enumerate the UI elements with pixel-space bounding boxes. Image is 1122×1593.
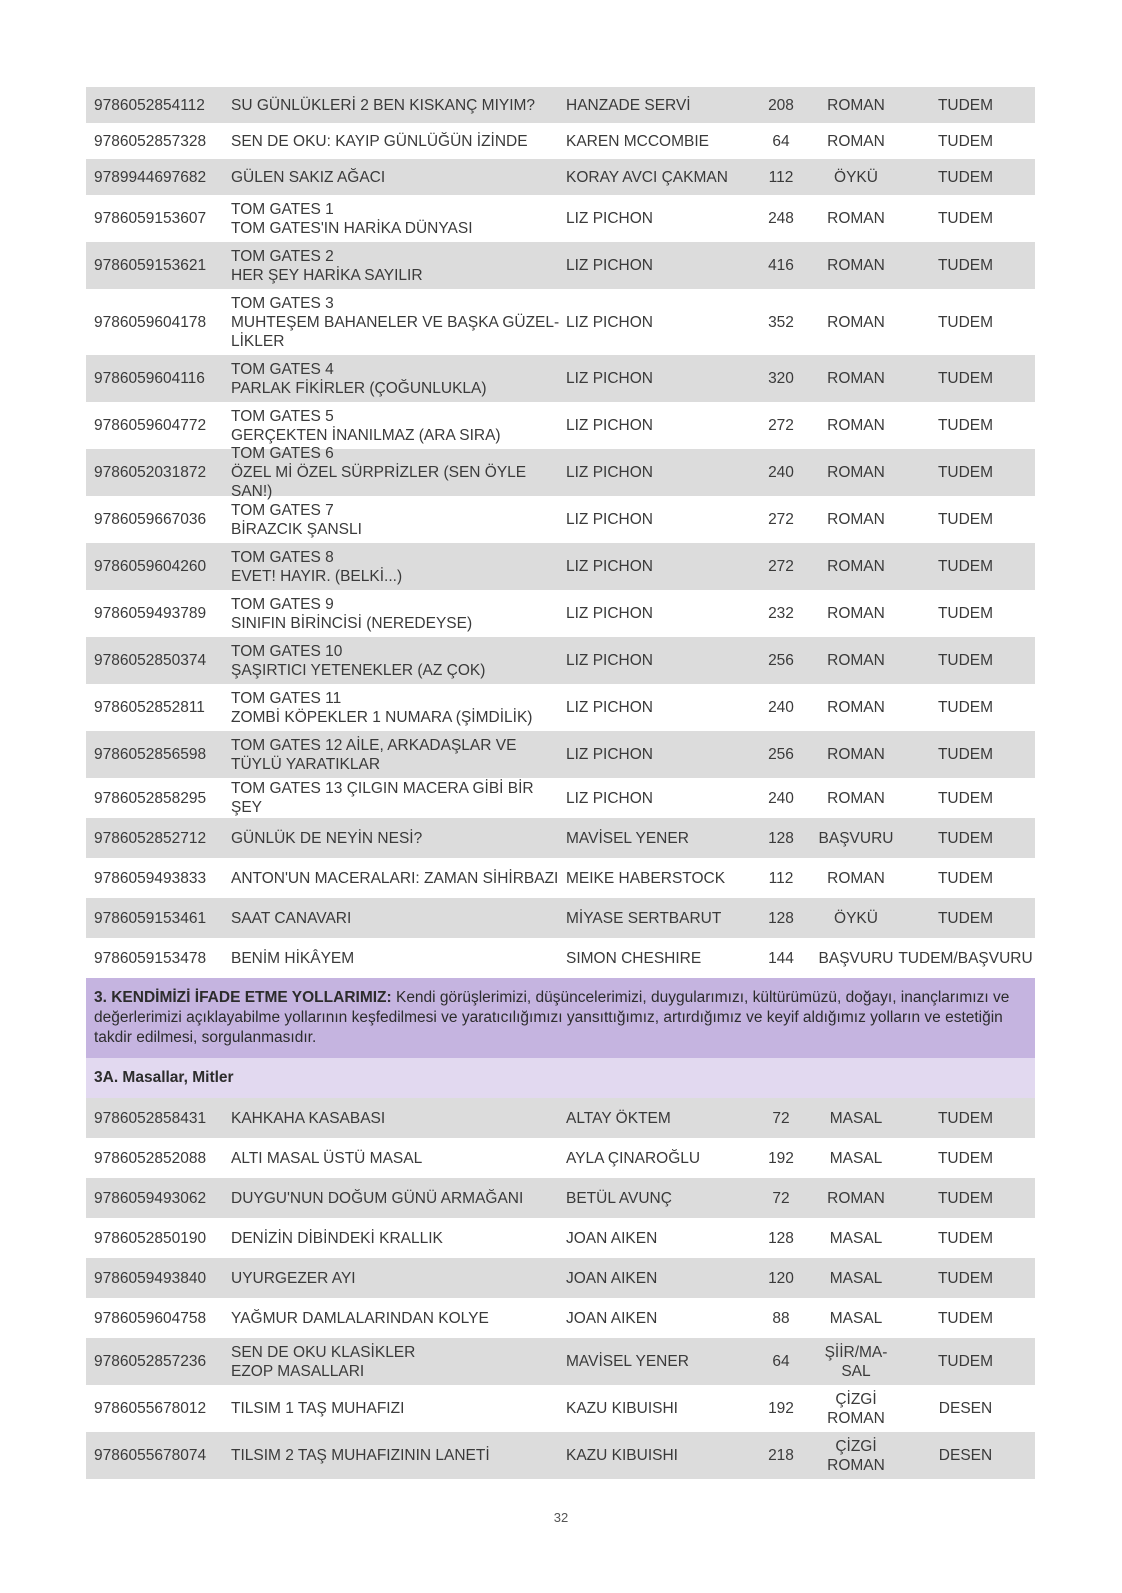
pages-cell: 320 bbox=[768, 370, 794, 387]
isbn-cell: 9786052852712 bbox=[94, 829, 207, 847]
publisher-cell: TUDEM bbox=[937, 829, 994, 847]
genre-cell bbox=[816, 313, 896, 332]
title-line-1: UYURGEZER AYI bbox=[231, 1269, 356, 1287]
publisher-cell: TUDEM bbox=[937, 1109, 994, 1127]
genre-line-1: MASAL bbox=[829, 1109, 883, 1127]
title-cell bbox=[231, 869, 566, 888]
title-line-1: TOM GATES 10 bbox=[231, 642, 343, 660]
pages-cell: 88 bbox=[772, 1309, 790, 1327]
author-cell: JOAN AIKEN bbox=[566, 1229, 658, 1247]
title-cell bbox=[231, 595, 566, 633]
isbn-cell: 9786059493789 bbox=[94, 605, 207, 622]
table-row bbox=[86, 159, 1035, 195]
isbn-cell: 9786052852811 bbox=[94, 699, 205, 716]
title-cell bbox=[231, 642, 566, 680]
author-cell: LIZ PICHON bbox=[566, 257, 653, 274]
title-line-1: TOM GATES 3 bbox=[231, 294, 334, 312]
table-row bbox=[86, 731, 1035, 778]
title-cell bbox=[231, 1343, 566, 1381]
isbn-cell: 9786059493062 bbox=[94, 1189, 207, 1207]
author-cell: LIZ PICHON bbox=[566, 511, 653, 528]
table-row bbox=[86, 818, 1035, 858]
genre-cell bbox=[816, 1437, 896, 1475]
publisher-cell: TUDEM bbox=[937, 1189, 994, 1207]
genre-cell bbox=[816, 1149, 896, 1168]
table-row bbox=[86, 1432, 1035, 1479]
title-line-1: YAĞMUR DAMLALARINDAN KOLYE bbox=[231, 1309, 489, 1327]
title-line-1: TOM GATES 5 bbox=[231, 407, 334, 425]
title-line-1: TOM GATES 4 bbox=[231, 360, 334, 378]
author-cell: KORAY AVCI ÇAKMAN bbox=[566, 168, 728, 186]
author-cell: BETÜL AVUNÇ bbox=[566, 1189, 672, 1207]
title-cell bbox=[231, 736, 566, 774]
isbn-cell: 9786052850374 bbox=[94, 652, 207, 669]
title-cell bbox=[231, 829, 566, 848]
pages-cell: 272 bbox=[768, 558, 794, 575]
title-cell bbox=[231, 444, 566, 501]
title-cell bbox=[231, 1109, 566, 1128]
genre-line-1: ŞİİR/MA- bbox=[824, 1343, 888, 1361]
title-cell bbox=[231, 689, 566, 727]
table-row bbox=[86, 87, 1035, 123]
title-line-1: TOM GATES 6 bbox=[231, 445, 334, 462]
isbn-cell: 9786055678074 bbox=[94, 1447, 207, 1464]
genre-cell bbox=[816, 369, 896, 388]
table-row bbox=[86, 1138, 1035, 1178]
publisher-cell: DESEN bbox=[938, 1400, 993, 1417]
pages-cell: 128 bbox=[768, 909, 794, 927]
title-cell bbox=[231, 548, 566, 586]
pages-cell: 208 bbox=[768, 96, 794, 114]
table-row bbox=[86, 195, 1035, 242]
genre-line-1: BAŞVURU bbox=[818, 949, 894, 967]
pages-cell: 218 bbox=[768, 1447, 794, 1464]
title-cell bbox=[231, 168, 566, 187]
author-cell: HANZADE SERVİ bbox=[566, 96, 691, 114]
publisher-cell: TUDEM bbox=[937, 909, 994, 927]
pages-cell: 128 bbox=[768, 829, 794, 847]
isbn-cell: 9786059604772 bbox=[94, 417, 207, 434]
pages-cell: 64 bbox=[772, 132, 790, 150]
title-cell bbox=[231, 247, 566, 285]
title-cell bbox=[231, 1149, 566, 1168]
genre-line-1: ROMAN bbox=[827, 652, 885, 669]
genre-line-1: ÇİZGİ bbox=[835, 1390, 877, 1408]
pages-cell: 192 bbox=[768, 1400, 794, 1417]
isbn-cell: 9786059153607 bbox=[94, 210, 207, 227]
author-cell: SIMON CHESHIRE bbox=[566, 949, 702, 967]
genre-line-2: SAL bbox=[841, 1362, 871, 1380]
title-line-1: SU GÜNLÜKLERİ 2 BEN KISKANÇ MIYIM? bbox=[231, 96, 536, 114]
publisher-cell: TUDEM bbox=[937, 132, 994, 150]
genre-line-1: ROMAN bbox=[827, 257, 885, 274]
genre-cell bbox=[816, 132, 896, 151]
title-cell bbox=[231, 1309, 566, 1328]
title-line-2: ŞAŞIRTICI YETENEKLER (AZ ÇOK) bbox=[231, 661, 486, 679]
title-cell bbox=[231, 96, 566, 115]
genre-cell bbox=[816, 1229, 896, 1248]
genre-line-1: ROMAN bbox=[827, 370, 885, 387]
genre-line-1: ROMAN bbox=[827, 789, 885, 807]
author-cell: LIZ PICHON bbox=[566, 464, 653, 481]
publisher-cell: TUDEM bbox=[937, 1309, 994, 1327]
title-cell bbox=[231, 1189, 566, 1208]
genre-cell bbox=[816, 510, 896, 529]
author-cell: AYLA ÇINAROĞLU bbox=[566, 1149, 701, 1167]
table-row bbox=[86, 637, 1035, 684]
pages-cell: 248 bbox=[768, 210, 794, 227]
isbn-cell: 9786059667036 bbox=[94, 511, 207, 528]
title-line-1: TILSIM 1 TAŞ MUHAFIZI bbox=[231, 1400, 405, 1417]
isbn-cell: 9786052858431 bbox=[94, 1109, 207, 1127]
genre-cell bbox=[816, 909, 896, 928]
isbn-cell: 9786059604178 bbox=[94, 313, 207, 331]
genre-cell bbox=[816, 1109, 896, 1128]
publisher-cell: TUDEM bbox=[937, 652, 994, 669]
title-line-2: HER ŞEY HARİKA SAYILIR bbox=[231, 266, 423, 284]
isbn-cell: 9786052856598 bbox=[94, 746, 207, 763]
book-table-a bbox=[86, 87, 1035, 978]
genre-line-1: MASAL bbox=[829, 1269, 883, 1287]
publisher-cell: TUDEM bbox=[937, 1229, 994, 1247]
genre-line-2: ROMAN bbox=[827, 1409, 885, 1427]
pages-cell: 72 bbox=[772, 1109, 790, 1127]
title-cell bbox=[231, 294, 566, 351]
title-line-2: ÖZEL Mİ ÖZEL SÜRPRİZLER (SEN ÖYLE SAN!) bbox=[231, 464, 527, 500]
genre-cell bbox=[816, 1309, 896, 1328]
title-line-2: GERÇEKTEN İNANILMAZ (ARA SIRA) bbox=[231, 426, 501, 444]
title-cell bbox=[231, 909, 566, 928]
title-line-1: TOM GATES 2 bbox=[231, 247, 334, 265]
table-row bbox=[86, 938, 1035, 978]
table-row bbox=[86, 898, 1035, 938]
author-cell: KAREN MCCOMBIE bbox=[566, 132, 709, 150]
genre-line-1: ROMAN bbox=[827, 313, 885, 331]
author-cell: LIZ PICHON bbox=[566, 789, 653, 807]
title-line-1: TOM GATES 11 bbox=[231, 689, 342, 707]
genre-line-1: ROMAN bbox=[827, 132, 885, 150]
genre-line-1: ROMAN bbox=[827, 417, 885, 434]
genre-line-1: ROMAN bbox=[827, 1189, 885, 1207]
genre-line-1: ROMAN bbox=[827, 96, 885, 114]
table-row bbox=[86, 402, 1035, 449]
genre-line-1: ROMAN bbox=[827, 558, 885, 575]
title-cell bbox=[231, 949, 566, 968]
genre-line-1: ROMAN bbox=[827, 869, 885, 887]
table-row bbox=[86, 1098, 1035, 1138]
title-line-2: TOM GATES'IN HARİKA DÜNYASI bbox=[231, 219, 473, 237]
genre-cell bbox=[816, 745, 896, 764]
title-cell bbox=[231, 407, 566, 445]
author-cell: JOAN AIKEN bbox=[566, 1309, 658, 1327]
table-row bbox=[86, 858, 1035, 898]
title-cell bbox=[231, 1446, 566, 1465]
pages-cell: 352 bbox=[768, 313, 794, 331]
pages-cell: 144 bbox=[768, 949, 794, 967]
publisher-cell: TUDEM bbox=[937, 257, 994, 274]
book-table-b bbox=[86, 1098, 1035, 1479]
publisher-cell: TUDEM bbox=[937, 1269, 994, 1287]
genre-line-1: BAŞVURU bbox=[818, 829, 894, 847]
pages-cell: 256 bbox=[768, 746, 794, 763]
author-cell: KAZU KIBUISHI bbox=[566, 1447, 678, 1464]
isbn-cell: 9786059493833 bbox=[94, 869, 207, 887]
pages-cell: 128 bbox=[768, 1229, 794, 1247]
genre-line-1: MASAL bbox=[829, 1229, 883, 1247]
author-cell: LIZ PICHON bbox=[566, 313, 653, 331]
table-row bbox=[86, 355, 1035, 402]
title-cell bbox=[231, 1399, 566, 1418]
genre-cell bbox=[816, 1343, 896, 1381]
publisher-cell: TUDEM bbox=[937, 699, 994, 716]
author-cell: MAVİSEL YENER bbox=[566, 1353, 689, 1370]
author-cell: LIZ PICHON bbox=[566, 746, 653, 763]
title-line-1: TOM GATES 7 bbox=[231, 501, 334, 519]
publisher-cell: TUDEM bbox=[937, 464, 994, 481]
title-line-1: TOM GATES 12 AİLE, ARKADAŞLAR VE TÜYLÜ YARATIKLAR bbox=[231, 736, 517, 773]
title-line-2: EVET! HAYIR. (BELKİ...) bbox=[231, 567, 403, 585]
title-line-1: ANTON'UN MACERALARI: ZAMAN SİHİRBAZI bbox=[231, 869, 559, 887]
isbn-cell: 9786052858295 bbox=[94, 789, 207, 807]
author-cell: LIZ PICHON bbox=[566, 558, 653, 575]
author-cell: LIZ PICHON bbox=[566, 699, 653, 716]
isbn-cell: 9786059604758 bbox=[94, 1309, 207, 1327]
title-line-2: EZOP MASALLARI bbox=[231, 1362, 365, 1380]
pages-cell: 240 bbox=[768, 699, 794, 716]
genre-cell bbox=[816, 604, 896, 623]
publisher-cell: TUDEM bbox=[937, 558, 994, 575]
publisher-cell: TUDEM bbox=[937, 789, 994, 807]
publisher-cell: TUDEM bbox=[937, 1149, 994, 1167]
publisher-cell: TUDEM bbox=[937, 511, 994, 528]
subsection-3a-header: 3A. Masallar, Mitler bbox=[86, 1058, 1035, 1098]
isbn-cell: 9786059604260 bbox=[94, 558, 207, 575]
publisher-cell: TUDEM bbox=[937, 370, 994, 387]
isbn-cell: 9786052852088 bbox=[94, 1149, 207, 1167]
isbn-cell: 9789944697682 bbox=[94, 168, 207, 186]
genre-cell bbox=[816, 789, 896, 808]
genre-cell bbox=[816, 949, 896, 968]
title-cell bbox=[231, 779, 566, 817]
pages-cell: 256 bbox=[768, 652, 794, 669]
publisher-cell: TUDEM bbox=[937, 605, 994, 622]
genre-cell bbox=[816, 1189, 896, 1208]
pages-cell: 112 bbox=[768, 869, 794, 887]
genre-cell bbox=[816, 168, 896, 187]
table-row bbox=[86, 1258, 1035, 1298]
isbn-cell: 9786052857328 bbox=[94, 132, 207, 150]
genre-line-1: ROMAN bbox=[827, 210, 885, 227]
title-line-1: SAAT CANAVARI bbox=[231, 909, 352, 927]
author-cell: KAZU KIBUISHI bbox=[566, 1400, 678, 1417]
title-cell bbox=[231, 132, 566, 151]
title-line-1: TOM GATES 8 bbox=[231, 548, 334, 566]
pages-cell: 416 bbox=[768, 257, 794, 274]
table-row bbox=[86, 1385, 1035, 1432]
genre-cell bbox=[816, 256, 896, 275]
title-line-2: MUHTEŞEM BAHANELER VE BAŞKA GÜZEL-LİKLER bbox=[231, 313, 560, 350]
isbn-cell: 9786059153461 bbox=[94, 909, 207, 927]
genre-line-1: ROMAN bbox=[827, 746, 885, 763]
isbn-cell: 9786059153478 bbox=[94, 949, 207, 967]
isbn-cell: 9786052850190 bbox=[94, 1229, 207, 1247]
table-row bbox=[86, 684, 1035, 731]
pages-cell: 272 bbox=[768, 511, 794, 528]
title-line-2: PARLAK FİKİRLER (ÇOĞUNLUKLA) bbox=[231, 379, 487, 397]
pages-cell: 192 bbox=[768, 1149, 794, 1167]
table-row bbox=[86, 778, 1035, 818]
genre-cell bbox=[816, 1390, 896, 1428]
title-line-1: GÜLEN SAKIZ AĞACI bbox=[231, 168, 386, 186]
pages-cell: 240 bbox=[768, 464, 794, 481]
genre-line-1: MASAL bbox=[829, 1149, 883, 1167]
page-number: 32 bbox=[553, 1510, 569, 1525]
pages-cell: 272 bbox=[768, 417, 794, 434]
author-cell: MİYASE SERTBARUT bbox=[566, 909, 722, 927]
section-3-description: Kendi görüşlerimizi, düşüncelerimizi, duygularımızı, kültürümüzü, doğayı, inançlarımızı ve değerlerimizi açıklayabilme yollarının keşfedilmesi ve yaratıcılığımızı yansıttığımız, artırdığımız ve keyif aldığımız yolların ve estetiğin takdir edilmesi, sorgulanmasıdır. bbox=[94, 989, 1010, 1046]
pages-cell: 64 bbox=[772, 1353, 790, 1370]
table-row bbox=[86, 445, 1035, 500]
genre-line-1: ÖYKÜ bbox=[834, 909, 878, 927]
isbn-cell: 9786059604116 bbox=[94, 370, 205, 387]
title-line-1: GÜNLÜK DE NEYİN NESİ? bbox=[231, 829, 423, 847]
publisher-cell: TUDEM bbox=[937, 1353, 994, 1370]
title-line-1: TOM GATES 1 bbox=[231, 200, 334, 218]
section-3-header bbox=[86, 978, 1035, 1058]
table-row bbox=[86, 1178, 1035, 1218]
title-cell bbox=[231, 360, 566, 398]
publisher-cell: DESEN bbox=[938, 1447, 993, 1464]
isbn-cell: 9786052854112 bbox=[94, 96, 205, 114]
author-cell: JOAN AIKEN bbox=[566, 1269, 658, 1287]
publisher-cell: TUDEM bbox=[937, 96, 994, 114]
title-line-1: DENİZİN DİBİNDEKİ KRALLIK bbox=[231, 1229, 443, 1247]
isbn-cell: 9786059493840 bbox=[94, 1269, 207, 1287]
title-line-1: SEN DE OKU: KAYIP GÜNLÜĞÜN İZİNDE bbox=[231, 132, 528, 150]
title-line-2: SINIFIN BİRİNCİSİ (NEREDEYSE) bbox=[231, 614, 473, 632]
genre-line-1: ÖYKÜ bbox=[834, 168, 878, 186]
genre-line-2: ROMAN bbox=[827, 1456, 885, 1474]
title-cell bbox=[231, 501, 566, 539]
title-line-1: TILSIM 2 TAŞ MUHAFIZININ LANETİ bbox=[231, 1447, 490, 1464]
author-cell: ALTAY ÖKTEM bbox=[566, 1109, 671, 1127]
author-cell: MEIKE HABERSTOCK bbox=[566, 869, 726, 887]
genre-cell bbox=[816, 651, 896, 670]
publisher-cell: TUDEM bbox=[937, 168, 994, 186]
genre-cell bbox=[816, 416, 896, 435]
author-cell: LIZ PICHON bbox=[566, 210, 653, 227]
table-row bbox=[86, 496, 1035, 543]
table-row bbox=[86, 543, 1035, 590]
isbn-cell: 9786059153621 bbox=[94, 257, 207, 274]
publisher-cell: TUDEM bbox=[937, 313, 994, 331]
pages-cell: 120 bbox=[768, 1269, 794, 1287]
title-line-1: BENİM HİKÂYEM bbox=[231, 949, 355, 967]
genre-cell bbox=[816, 869, 896, 888]
publisher-cell: TUDEM bbox=[937, 417, 994, 434]
table-row bbox=[86, 590, 1035, 637]
publisher-cell: TUDEM bbox=[937, 746, 994, 763]
title-line-1: DUYGU'NUN DOĞUM GÜNÜ ARMAĞANI bbox=[231, 1189, 524, 1207]
genre-cell bbox=[816, 96, 896, 115]
title-line-1: TOM GATES 13 ÇILGIN MACERA GİBİ BİR ŞEY bbox=[231, 780, 534, 816]
author-cell: LIZ PICHON bbox=[566, 417, 653, 434]
genre-cell bbox=[816, 463, 896, 482]
genre-cell bbox=[816, 209, 896, 228]
publisher-cell: TUDEM bbox=[937, 869, 994, 887]
genre-cell bbox=[816, 698, 896, 717]
pages-cell: 232 bbox=[768, 605, 794, 622]
table-row bbox=[86, 1218, 1035, 1258]
title-line-2: BİRAZCIK ŞANSLI bbox=[231, 520, 362, 538]
isbn-cell: 9786055678012 bbox=[94, 1400, 207, 1417]
genre-cell bbox=[816, 829, 896, 848]
section-3-title: 3. KENDİMİZİ İFADE ETME YOLLARIMIZ: bbox=[94, 989, 392, 1006]
genre-cell bbox=[816, 557, 896, 576]
pages-cell: 240 bbox=[768, 789, 794, 807]
table-row bbox=[86, 289, 1035, 355]
table-row bbox=[86, 123, 1035, 159]
pages-cell: 112 bbox=[768, 168, 794, 186]
title-cell bbox=[231, 1229, 566, 1248]
title-cell bbox=[231, 1269, 566, 1288]
genre-line-1: ROMAN bbox=[827, 699, 885, 716]
book-list-page bbox=[86, 87, 1035, 1479]
publisher-cell: TUDEM/BAŞVURU bbox=[898, 949, 1033, 967]
table-row bbox=[86, 1298, 1035, 1338]
isbn-cell: 9786052031872 bbox=[94, 464, 207, 481]
publisher-cell: TUDEM bbox=[937, 210, 994, 227]
title-line-1: TOM GATES 9 bbox=[231, 595, 334, 613]
table-row bbox=[86, 242, 1035, 289]
genre-line-1: MASAL bbox=[829, 1309, 883, 1327]
table-row bbox=[86, 1338, 1035, 1385]
genre-line-1: ROMAN bbox=[827, 464, 885, 481]
genre-line-1: ROMAN bbox=[827, 605, 885, 622]
author-cell: LIZ PICHON bbox=[566, 605, 653, 622]
isbn-cell: 9786052857236 bbox=[94, 1353, 207, 1370]
author-cell: LIZ PICHON bbox=[566, 652, 653, 669]
genre-line-1: ROMAN bbox=[827, 511, 885, 528]
pages-cell: 72 bbox=[772, 1189, 790, 1207]
title-cell bbox=[231, 200, 566, 238]
title-line-1: SEN DE OKU KLASİKLER bbox=[231, 1343, 416, 1361]
genre-line-1: ÇİZGİ bbox=[835, 1437, 877, 1455]
title-line-1: ALTI MASAL ÜSTÜ MASAL bbox=[231, 1149, 423, 1167]
title-line-2: ZOMBİ KÖPEKLER 1 NUMARA (ŞİMDİLİK) bbox=[231, 708, 533, 726]
title-line-1: KAHKAHA KASABASI bbox=[231, 1109, 386, 1127]
author-cell: MAVİSEL YENER bbox=[566, 829, 689, 847]
genre-cell bbox=[816, 1269, 896, 1288]
author-cell: LIZ PICHON bbox=[566, 370, 653, 387]
